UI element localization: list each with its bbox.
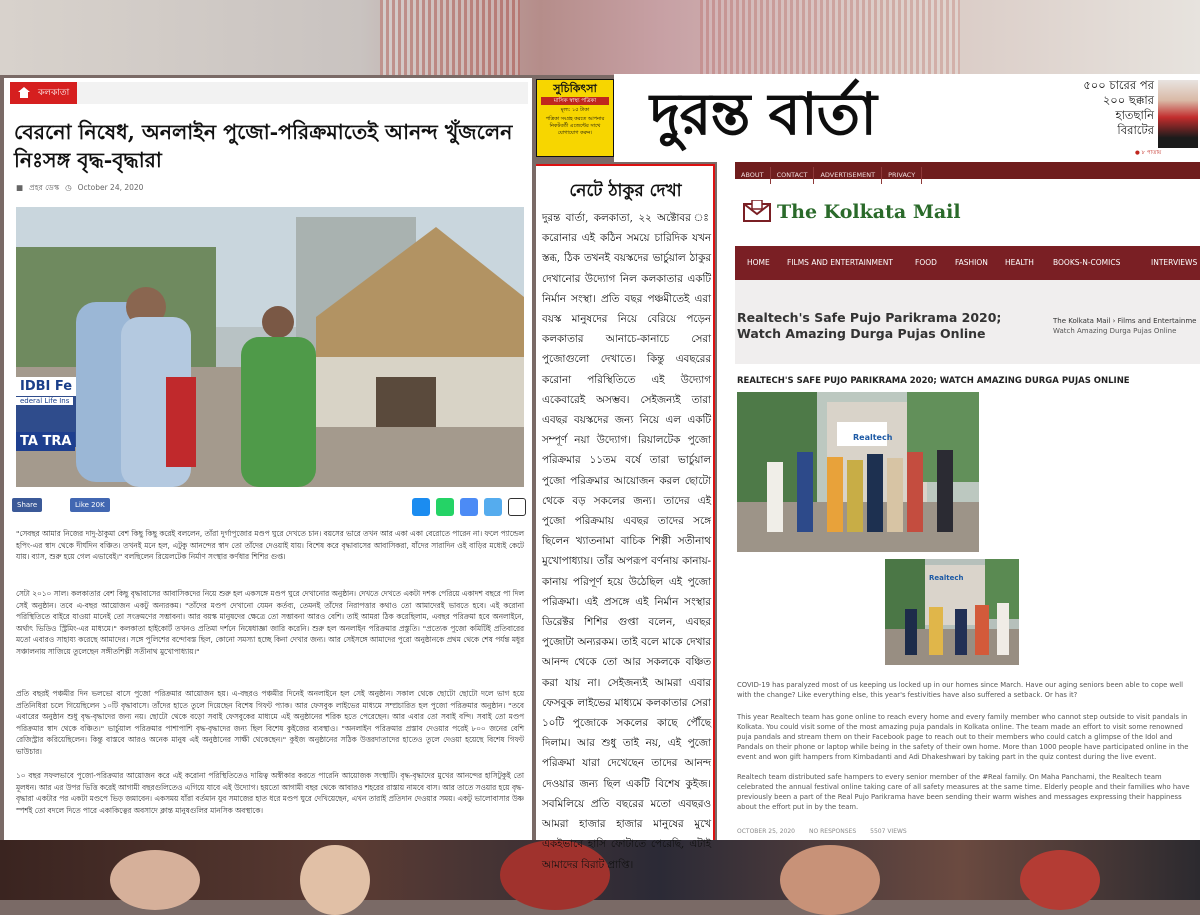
- bengali-news-column: [536, 164, 715, 871]
- article-paragraph: "সেবছর আমার নিজের দাদু-ঠাকুমা বেশ কিছু কিছু করেই বললেন, তাঁরা দুর্গাপুজোর মণ্ডপ ঘুরে দেখতে চান। বয়সের ভারে তখন আর একা একা বেরোতে পারেন না। ফলে প্যান্ডেল হপিং-এর স্বাদ থেকে দীর্ঘদিন বঞ্চিত। তখনই মনে হল, এটুকু আনন্দের স্বাদ তো তাঁদের দেওয়াই যায়। বিশেষ করে বৃদ্ধাবাসের আবাসিকরা, যাঁদের সারাদিন ওই বাড়ির মধ্যেই কেটে যায়। ব্যাস, শুরু হয়ে গেল এভাবেই।" বলছিলেন রিয়েলটেক নির্মাণ সংস্থার কর্ণধার শিশির গুপ্ত।: [16, 529, 524, 561]
- background-collage-top: [0, 0, 1200, 75]
- newspaper-name: দুরন্ত বার্তা: [650, 80, 876, 148]
- page-title: Realtech's Safe Pujo Parikrama 2020; Watch Amazing Durga Pujas Online: [737, 310, 1002, 341]
- category-label: কলকাতা: [38, 88, 70, 98]
- side-headline: ৫০০ চারের পর ২০০ ছক্কার হাতছানি বিরাটের: [1083, 78, 1154, 137]
- top-link-advertisement[interactable]: ADVERTISEMENT: [814, 167, 882, 184]
- nav-fashion[interactable]: FASHION: [955, 258, 988, 267]
- article-footer: [737, 828, 921, 835]
- nav-interviews[interactable]: INTERVIEWS: [1151, 258, 1198, 267]
- ad-title: সুচিকিৎসা: [553, 82, 597, 95]
- article-paragraph: সেটা ২০১০ সাল। কলকাতার বেশ কিছু বৃদ্ধাবাসের আবাসিকদের নিয়ে শুরু হল একসঙ্গে মণ্ডপ ঘুরে দেখানোর অনুষ্ঠান। দেখতে দেখতে একটা দশক পেরিয়ে একাদশ বছরে পা দিল সেই অনুষ্ঠান। তবে এ-বছর আয়োজন একটু অন্যরকম। "তাঁদের মণ্ডপ দেখানো যেমন কর্তব্য, তেমনই তাঁদের নিরাপত্তার কথাও তো আমাদেরই ভাবতে হবে। এই করোনা পরিস্থিতিতে বাইরে যাওয়া মানেই তো সংক্রমণের সম্ভাবনা। আর বয়স্ক মানুষদের ক্ষেত্রে তো সম্ভাবনা আরও বেশি। তাই আমরা ঠিক করেছিলাম, এবছর পরিক্রমা হবে অনলাইনে, অর্থাৎ ভিডিও স্ট্রিমিং-এর মাধ্যমে।" কলকাতা হাইকোর্ট তখনও প্রতিমা দর্শনে নিষেধাজ্ঞা জারি করেনি। শুরু হল অনলাইন পরিক্রমার প্রস্তুতি। "প্রত্যেক পুজো কমিটিই প্রতিবারের মতো এবারও সাহায্য করেছে আমাদের। সঙ্গে পুলিশের বন্দোবস্ত ছিল, কোনো সমস্যা হচ্ছে কিনা দেখার জন্য। আর সেইসঙ্গে আমাদের পুরো অনুষ্ঠানকে প্রথম থেকে শেষ পর্যন্ত মধুর সঞ্চালনায় সাজিয়ে তুলেছেন সঙ্গীতশিল্পী সতীনাথ মুখোপাধ্যায়।": [16, 589, 524, 656]
- messenger-icon[interactable]: [412, 498, 430, 516]
- ad-contact: পত্রিকা সংগ্রহ করতে আপনার নিকটবর্তী এজেন্টের সাথে যোগাযোগ করুন।: [545, 116, 605, 136]
- photo-banner-2: TA TRA: [16, 432, 75, 451]
- author-icon: ■: [16, 183, 24, 192]
- ad-price: মূল্য: ১৫ টাকা: [560, 107, 590, 113]
- top-links-bar: [735, 162, 1200, 179]
- google-icon[interactable]: [460, 498, 478, 516]
- logo-text: The Kolkata Mail: [777, 201, 961, 223]
- left-article-clipping: [4, 78, 532, 840]
- photo-banner: IDBI Fe: [16, 377, 76, 396]
- nav-films-entertainment[interactable]: FILMS AND ENTERTAINMENT: [787, 258, 893, 267]
- article-title: বেরনো নিষেধ, অনলাইন পুজো-পরিক্রমাতেই আনন্দ খুঁজলেন নিঃসঙ্গ বৃদ্ধ-বৃদ্ধারা: [14, 120, 513, 172]
- article-meta: [16, 183, 149, 195]
- envelope-logo-icon: [743, 200, 771, 222]
- article-paragraph: COVID-19 has paralyzed most of us keeping us locked up in our homes since March. Have our aging seniors been able to cope well with the change? Like everything else, this year's festivities have also suffered a setback. Or has it?: [737, 681, 1184, 699]
- footer-responses[interactable]: NO RESPONSES: [809, 828, 857, 835]
- article-paragraph: This year Realtech team has gone online to reach every home and every family member who cannot step outside to visit pandals in Kolkata. You could visit some of the most amazing puja pandals in Kolkata online. The team made an effort to visit some renowned puja pandals and stream them on their Facebook page to reach out to their members who could catch a glimpse of the Idol and Pandals on their phone or laptop while being in the safety of their own home. More than 1000 people have participated online in the event and won gift hampers from Kimbadanti and Adi Dhakeshwari by taking part in the quiz contest during the live event.: [737, 713, 1189, 761]
- article-date: October 24, 2020: [77, 183, 144, 192]
- top-link-contact[interactable]: CONTACT: [771, 167, 815, 184]
- column-title: নেটে ঠাকুর দেখা: [569, 181, 682, 201]
- background-blob: [300, 845, 370, 915]
- main-nav: [735, 246, 1200, 280]
- nav-food[interactable]: FOOD: [915, 258, 937, 267]
- nav-books-n-comics[interactable]: BOOKS-N-COMICS: [1053, 258, 1121, 267]
- background-blob: [110, 850, 200, 910]
- home-icon: [18, 87, 30, 98]
- article-photo: [16, 207, 524, 487]
- facebook-share-button[interactable]: Share: [12, 498, 42, 512]
- article-paragraph: ১০ বছর সফলভাবে পুজো-পরিক্রমার আয়োজন করে এই করোনা পরিস্থিতিতেও দায়িত্ব অস্বীকার করতে পারেনি আয়োজক সংস্থাটি। বৃদ্ধ-বৃদ্ধাদের মুখের আনন্দের হাসিটুকুই তো মূলধন। আর এর উপর ভিত্তি করেই আগামী বছরগুলিতেও এগিয়ে যাবে এই উদ্যোগ। হয়তো আগামী বছর থেকে আবারও শহরের রাস্তায় নামবে বাস। আর তাতে সওয়ার হয়ে বৃদ্ধ-বৃদ্ধারা একটার পর একটা মণ্ডপে ভিড় জমাবেন। একসময় যাঁরা বর্তমান যুব সমাজের হাত ধরে মণ্ডপ ঘুরে দেখিয়েছেন, এখন তারাই প্রতিদান দেওয়ার সময়। একটু ভালোবাসার উষ্ণ স্পর্শই তো বদলে দিতে পারে একাকিত্বের অবসাদে ক্লান্ত মানুষগুলির মানসিক অবস্থাকে।: [16, 771, 524, 815]
- top-link-privacy[interactable]: PRIVACY: [882, 167, 922, 184]
- magazine-ad: [536, 79, 614, 157]
- top-link-about[interactable]: ABOUT: [735, 167, 771, 184]
- photo-illustration: [16, 207, 524, 487]
- print-icon[interactable]: [508, 498, 526, 516]
- footer-views: 5507 VIEWS: [870, 828, 907, 835]
- realtech-banner-small: Realtech: [929, 574, 964, 582]
- whatsapp-icon[interactable]: [436, 498, 454, 516]
- breadcrumb-path[interactable]: The Kolkata Mail › Films and Entertainme: [1053, 317, 1197, 325]
- background-streak: [380, 0, 520, 75]
- nav-health[interactable]: HEALTH: [1005, 258, 1034, 267]
- article-heading: REALTECH'S SAFE PUJO PARIKRAMA 2020; WATCH AMAZING DURGA PUJAS ONLINE: [737, 376, 1130, 386]
- ad-subtitle: মাসিক স্বাস্থ্য পত্রিকা: [541, 97, 609, 105]
- twitter-icon[interactable]: [484, 498, 502, 516]
- background-blob: [780, 845, 880, 915]
- article-paragraph: প্রতি বছরই পঞ্চমীর দিন ভলভো বাসে পুজো পরিক্রমার আয়োজন হয়। এ-বছরও পঞ্চমীর দিনেই অনলাইনে হল সেই অনুষ্ঠান। সকাল থেকে ছোটো ছোটো দলে ভাগ হয়ে প্রতিনিধিরা চলে গিয়েছিলেন ১০টি বৃদ্ধাবাসে। তাঁদের হাতে তুলে দিয়েছেন বিশেষ গিফট প্যাক। আর ফেসবুক লাইভের মাধ্যমে সম্প্রচারিত হল পুজো পরিক্রমার অনুষ্ঠান। "তবে এবারের অনুষ্ঠান শুধু বৃদ্ধ-বৃদ্ধাদের জন্য নয়। ছোটো থেকে বড়ো সবাই ফেসবুকের মাধ্যমে এই অনুষ্ঠানের শরিক হতে পেরেছেন। আর এবার তো সবাই বন্দি। সবাই তো মণ্ডপ পরিক্রমার স্বাদ থেকে বঞ্চিত।" ভার্চুয়াল পরিক্রমার পাশাপাশি বৃদ্ধ-বৃদ্ধাদের জন্য ছিল বিশেষ কুইজের ব্যবস্থাও। "অনলাইন পরিক্রমার প্রস্তাব দেওয়ার পরেই ৮০০ জনের বেশি রেজিস্ট্রার করিয়েছিলেন। কিন্তু বাস্তবে আরও অনেক মানুষ এই অনুষ্ঠানের সাক্ষী থেকেছেন।" কুইজ অনুষ্ঠানের সঠিক উত্তরদাতাদের হাতেও তুলে দেওয়া হয়েছে বিশেষ গিফট ভাউচার।: [16, 689, 524, 756]
- page-reference: ● ৮ পাতায়: [1135, 150, 1162, 156]
- realtech-banner: Realtech: [853, 433, 893, 442]
- facebook-like-button[interactable]: Like 20K: [70, 498, 110, 512]
- nav-home[interactable]: HOME: [747, 258, 770, 267]
- breadcrumb-current: Watch Amazing Durga Pujas Online: [1053, 327, 1177, 335]
- article-paragraph: Realtech team distributed safe hampers to every senior member of the #Real family. On Maha Panchami, the Realtech team celebrated the annual festival online taking care of all safety measures at the same time. Elderly people and their families who have previously been a part of the Real Pujo Parikrama have been sending their warm wishes and messages expressing their happiness about the effort put in by the team.: [737, 773, 1190, 811]
- page-title-band: [735, 280, 1200, 364]
- share-bar: [12, 498, 528, 516]
- newspaper-masthead: [614, 74, 1200, 162]
- kolkata-mail-webpage: [717, 162, 1200, 840]
- event-photo-hamper: [885, 559, 1019, 665]
- background-blob: [1020, 850, 1100, 910]
- footer-date: OCTOBER 25, 2020: [737, 828, 796, 835]
- clock-icon: ◷: [65, 183, 72, 192]
- photo-banner-sub: ederal Life Ins: [16, 397, 73, 405]
- author-name[interactable]: প্রহর ডেস্ক: [29, 183, 60, 192]
- category-tag[interactable]: [10, 82, 77, 104]
- breadcrumb: [1053, 316, 1196, 336]
- cricketer-photo: [1158, 80, 1198, 148]
- event-photo-group: [737, 392, 979, 552]
- group-photo-illustration: [737, 392, 979, 552]
- column-text: দুরন্ত বার্তা, কলকাতা, ২২ অক্টোবর ঃ করোনার এই কঠিন সময়ে চারিদিক যখন স্তব্ধ, ঠিক তখনই বয়স্কদের ভার্চুয়াল ঠাকুর দেখানোর উদ্যোগ নিল কলকাতার একটি নির্মান সংস্থা। প্রতি বছর পঞ্চমীতেই এরা বয়স্ক মানুষদের নিয়ে বেরিয়ে পড়েন কলকাতার আনাচে-কানাচে সেরা পুজোগুলো দেখাতে। কিন্তু এবছরের করোনা পরিস্থিতিতে এই উদ্যোগ একেবারেই অসম্ভব। সেইজন্যই তারা এবছর বয়স্কদের জন্য নিয়ে এল একটি সম্পূর্ণ নয়া উদ্যোগ। রিয়ালটেক পুজো পরিক্রমার ১১তম বর্ষে তারা ভার্চুয়াল পুজো পরিক্রমার আয়োজন করল ছোটো থেকে বড় সকলের জন্য। তাদের এই পুজো পরিক্রমায় এবছর তাদের সঙ্গে ছিলেন খ্যাতনামা বাচিক শিল্পী সতীনাথ মুখোপাধ্যায়। তাঁর অপরূপ বর্ণনায় কানায়-কানায় পরিপূর্ণ হয়ে উঠেছিল এই পুজো পরিক্রমা। এই প্রসঙ্গে এই নির্মান সংস্থার ডিরেক্টর শিশির গুপ্তা বলেন, এবছর পুজোটা অন্যরকম। তাই বলে মাকে দেখার আনন্দ থেকে তো আর সকলকে বঞ্চিত করা যায় না। সেইজন্যই আমরা এবার ফেসবুক লাইভের মাধ্যমে কলকাতার সেরা ১০টি পুজোকে সকলের কাছে পৌঁছে দিলাম। আর শুধু তাই নয়, এই পুজো পরিক্রমা যারা দেখেছেন তাদের আনন্দ দেওয়ার জন্য ছিল একটি বিশেষ কুইজ। সবমিলিয়ে প্রতি বছরের মতো এবছরও আমরা হাজার হাজার মানুষের মুখে একইভাবে হাসি ফোটাতে পেরেছি, এটাই আমাদের বিরাট প্রাপ্তি।: [542, 212, 711, 871]
- background-streak: [700, 0, 960, 75]
- category-bar: [10, 82, 528, 104]
